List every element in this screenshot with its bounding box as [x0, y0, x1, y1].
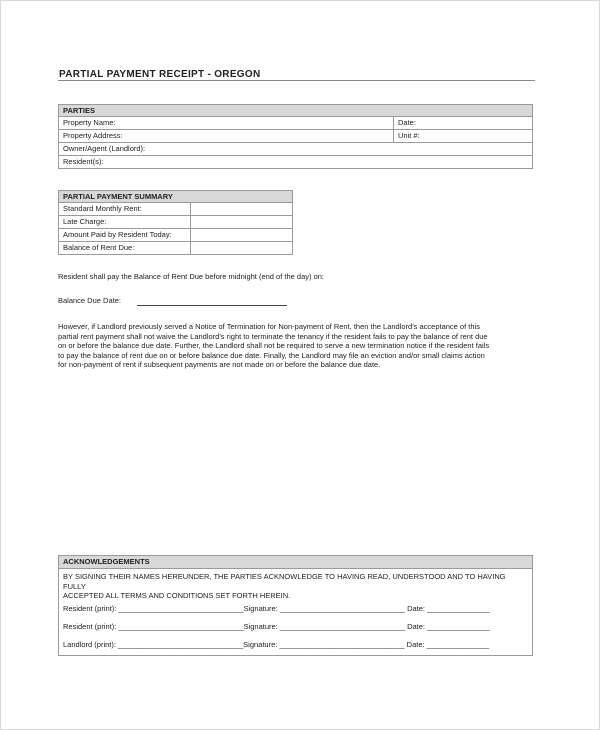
page-title: PARTIAL PAYMENT RECEIPT - OREGON	[59, 69, 261, 80]
paragraph-line: However, if Landlord previously served a Notice of Termination for Non-payment of Rent, then the Landlord's acceptance of this	[58, 322, 480, 331]
paragraph-line: partial rent payment shall not waive the Landlord's right to terminate the tenancy if the resident fails to pay the balance of rent due	[58, 331, 488, 341]
title-divider	[58, 80, 535, 81]
property-name-field[interactable]: Property Name:	[59, 117, 394, 130]
pay-balance-text: Resident shall pay the Balance of Rent Due before midnight (end of the day) on:	[58, 272, 324, 281]
acknowledgements-header: ACKNOWLEDGEMENTS	[59, 556, 532, 569]
intro-line: BY SIGNING THEIR NAMES HEREUNDER, THE PARTIES ACKNOWLEDGE TO HAVING READ, UNDERSTOOD AND TO HAVING FULLY	[63, 572, 506, 591]
parties-header: PARTIES	[59, 105, 533, 117]
payment-summary-table	[58, 190, 293, 255]
acknowledgements-box	[58, 555, 533, 656]
termination-paragraph	[58, 322, 536, 370]
summary-label-balance-due: Balance of Rent Due:	[59, 242, 191, 255]
paragraph-line: for non-payment of rent if subsequent payments are not made on or before the balance due date.	[58, 360, 381, 369]
summary-label-standard-rent: Standard Monthly Rent:	[59, 203, 191, 216]
summary-label-late-charge: Late Charge:	[59, 216, 191, 229]
summary-header: PARTIAL PAYMENT SUMMARY	[59, 191, 293, 203]
signature-row-resident-2[interactable]: Resident (print): ______________________________Signature: ______________________________ Date: _______________	[63, 622, 490, 631]
residents-field[interactable]: Resident(s):	[59, 156, 533, 169]
owner-agent-field[interactable]: Owner/Agent (Landlord):	[59, 143, 533, 156]
signature-row-resident-1[interactable]: Resident (print): ______________________________Signature: ______________________________ Date: _______________	[63, 604, 490, 613]
paragraph-line: on or before the balance due date. Further, the Landlord shall not be required to serve a new termination notice if the resident fails	[58, 341, 490, 350]
balance-due-date-label: Balance Due Date:	[58, 296, 121, 305]
summary-value-amount-paid[interactable]	[191, 229, 293, 242]
unit-field[interactable]: Unit #:	[394, 130, 533, 143]
parties-table	[58, 104, 533, 169]
signature-row-landlord[interactable]: Landlord (print): ______________________________Signature: ______________________________ Date: _______________	[63, 640, 490, 649]
summary-value-standard-rent[interactable]	[191, 203, 293, 216]
summary-value-balance-due[interactable]	[191, 242, 293, 255]
balance-due-date-line[interactable]	[137, 305, 287, 306]
paragraph-line: to pay the balance of rent due on or before balance due date. Finally, the Landlord may file an eviction and/or small claims action	[58, 350, 485, 360]
acknowledgements-intro	[59, 569, 532, 601]
date-field[interactable]: Date:	[394, 117, 533, 130]
property-address-field[interactable]: Property Address:	[59, 130, 394, 143]
summary-label-amount-paid: Amount Paid by Resident Today:	[59, 229, 191, 242]
summary-value-late-charge[interactable]	[191, 216, 293, 229]
intro-line: ACCEPTED ALL TERMS AND CONDITIONS SET FORTH HEREIN.	[63, 591, 291, 600]
